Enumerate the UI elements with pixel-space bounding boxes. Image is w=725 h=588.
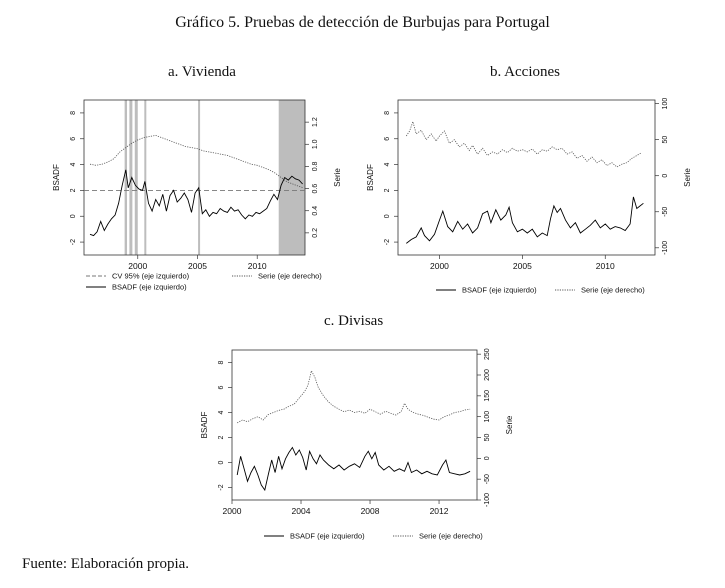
ytick-left-label: 6 [70, 136, 77, 141]
plot-frame [398, 100, 655, 255]
chart-a [52, 100, 342, 292]
xtick-label: 2005 [188, 261, 207, 271]
plot-frame [84, 100, 305, 255]
chart-c [200, 348, 514, 540]
legend-label: Serie (eje derecho) [581, 285, 645, 295]
xtick-label: 2012 [429, 506, 449, 516]
legend-label: BSADF (eje izquierdo) [112, 282, 187, 292]
ytick-left-label: 0 [218, 460, 225, 465]
ylabel-right: Serie [333, 168, 342, 187]
ytick-left-label: 6 [218, 385, 225, 390]
xtick-label: 2000 [429, 261, 449, 271]
ytick-right-label: 100 [484, 410, 491, 423]
ytick-right-label: 0.4 [312, 205, 319, 216]
ytick-right-label: 0.6 [312, 183, 319, 194]
bsadf-line [406, 197, 643, 244]
ytick-left-label: 2 [218, 435, 225, 440]
subtitle-acciones: b. Acciones [490, 64, 560, 80]
bubble-period-2 [135, 100, 138, 255]
legend-label: Serie (eje derecho) [258, 271, 322, 281]
ylabel-left: BSADF [366, 164, 375, 191]
ytick-right-label: 100 [662, 97, 669, 110]
xtick-label: 2008 [360, 506, 380, 516]
ytick-right-label: -100 [662, 240, 669, 255]
ytick-left-label: -2 [218, 484, 225, 491]
bsadf-line [237, 448, 470, 491]
ytick-left-label: -2 [384, 238, 391, 246]
ytick-left-label: 6 [384, 136, 391, 141]
chart-b [366, 98, 692, 295]
ytick-left-label: -2 [70, 238, 77, 246]
ytick-left-label: 4 [70, 162, 77, 167]
bsadf-line [90, 170, 303, 236]
legend-label: Serie (eje derecho) [419, 531, 483, 541]
ylabel-right: Serie [683, 168, 692, 187]
bubble-period-4 [198, 100, 200, 255]
xtick-label: 2010 [595, 261, 615, 271]
xtick-label: 2000 [222, 506, 242, 516]
legend-label: CV 95% (eje izquierdo) [112, 271, 190, 281]
ytick-right-label: 0.8 [312, 161, 319, 172]
ylabel-left: BSADF [52, 164, 61, 191]
ytick-right-label: 250 [484, 348, 491, 361]
ytick-left-label: 2 [70, 188, 77, 193]
subtitle-vivienda: a. Vivienda [168, 64, 236, 80]
serie-line [90, 135, 303, 187]
figure-title: Gráfico 5. Pruebas de detección de Burbujas para Portugal [175, 14, 550, 31]
serie-line [406, 122, 641, 167]
ytick-right-label: 150 [484, 389, 491, 402]
ytick-left-label: 8 [70, 110, 77, 115]
ytick-right-label: 50 [662, 135, 669, 144]
ytick-left-label: 4 [384, 162, 391, 167]
ytick-right-label: 0 [662, 173, 669, 178]
ylabel-left: BSADF [200, 411, 209, 439]
bubble-period-3 [144, 100, 146, 255]
serie-line [237, 371, 470, 423]
ytick-right-label: 0 [484, 456, 491, 461]
legend-label: BSADF (eje izquierdo) [462, 285, 537, 295]
ytick-right-label: 0.2 [312, 227, 319, 238]
xtick-label: 2010 [247, 261, 267, 271]
xtick-label: 2005 [512, 261, 532, 271]
ytick-left-label: 8 [384, 110, 391, 115]
ytick-right-label: -100 [484, 492, 491, 508]
ytick-left-label: 2 [384, 188, 391, 193]
xtick-label: 2004 [291, 506, 311, 516]
ytick-left-label: 0 [384, 214, 391, 219]
source-note: Fuente: Elaboración propia. [22, 556, 190, 572]
ylabel-right: Serie [505, 415, 514, 435]
ytick-right-label: 200 [484, 369, 491, 381]
plot-frame [232, 350, 477, 500]
ytick-right-label: -50 [662, 206, 669, 217]
subtitle-divisas: c. Divisas [324, 313, 384, 329]
ytick-right-label: 1.2 [312, 117, 319, 128]
ytick-right-label: -50 [484, 474, 491, 485]
legend-label: BSADF (eje izquierdo) [290, 531, 365, 541]
ytick-right-label: 50 [484, 433, 491, 442]
ytick-left-label: 0 [70, 214, 77, 219]
ytick-right-label: 1.0 [312, 139, 319, 150]
ytick-left-label: 8 [218, 360, 225, 365]
ytick-left-label: 4 [218, 410, 225, 415]
bubble-period-5 [279, 100, 305, 255]
xtick-label: 2000 [128, 261, 148, 271]
